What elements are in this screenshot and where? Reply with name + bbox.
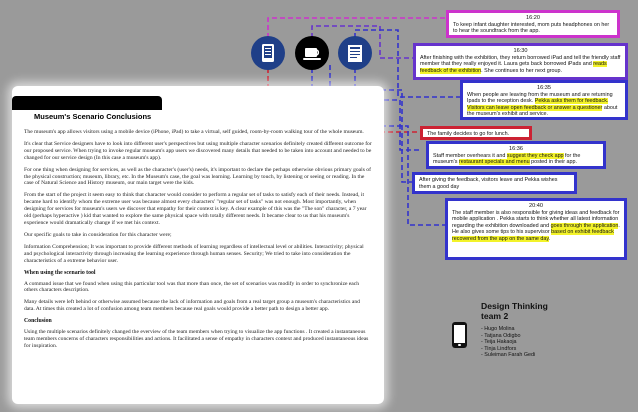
coffee-cup-icon	[295, 36, 329, 70]
highlight-text: reads feedback of the exhibition	[420, 61, 607, 74]
team-title-line: Design Thinking	[481, 301, 548, 311]
box-time: 16:20	[526, 15, 540, 21]
mobile-phone-icon	[452, 322, 467, 348]
box-text: . She continues to her next group.	[481, 67, 563, 74]
paragraph: Many details were left behind or otherwise assumed because the lack of information and goals from a real target group a museum's characteristics and data. At times this created a lot of confusion among team members because real goals would provide a better path to design a better app.	[24, 299, 360, 313]
paragraph: It's clear that Service designers have to look into different user's perspectives but using multiple character scenarios definitely created different outcome for our proposed service. When trying to invoke regular museum's app users we discovered many details that needed to be taken into account and needed to be changed for our service design (In this case a museum's app).	[24, 140, 372, 161]
team-member: - Tinja Lindfors	[481, 345, 517, 352]
section-heading: Conclusion	[24, 318, 52, 325]
box-time: 16:35	[537, 85, 551, 91]
box-text: To keep infant daughter interested, mom puts headphones on her to hear the soundtrack from the app.	[453, 21, 610, 34]
highlight-text: suggest they check app	[506, 152, 564, 159]
highlight-text: Pekka asks them for feedback. Visitors can leave open feedback or answer a questioner	[467, 98, 609, 111]
connector-1	[268, 18, 446, 38]
conclusions-document	[12, 86, 384, 404]
scenario-box-2040	[445, 198, 627, 260]
box-text: The family decides to go for lunch.	[427, 131, 510, 137]
team-member: - Teija Hakaoja	[481, 339, 517, 346]
highlight-text: based on exhibit feedback recovered from the app on the same day	[452, 229, 614, 242]
scenario-box-1630	[413, 43, 628, 80]
team-title-line: team 2	[481, 311, 509, 321]
scenario-box-1636	[426, 141, 606, 169]
box-time: 16:30	[513, 48, 528, 54]
box-text: about the museum's exhibit and service.	[467, 104, 618, 117]
box-text: When people are leaving from the museum and are returning Ipads to the reception desk.	[467, 91, 613, 104]
paragraph: The museum's app allows visitors using a mobile device (iPhone, iPad) to take a virtual, self guided, room-by-room walking tour of the whole museum.	[24, 129, 364, 135]
paragraph: Our specific goals to take in consideration for this character were;	[24, 231, 172, 238]
paragraph: From the start of the project it seem easy to think that character would consider to perform a regular set of tasks to satisfy each of their needs. Instead, it became hard to identify whom the extreme user was because almost every characters' "regular set of tasks" was not enough. Most importantly, when designing for services for museum's users we discover that empathy for their context is key. A clear example of this was the "The son" character, a 7 year old (perhaps hyperactive ) kid that wanted to explore the same physical space with totally different needs. It became clear to us that his museum's experience would dramatically change if we met his context.	[24, 192, 367, 226]
document-title: Museum's Scenario Conclusions	[34, 112, 152, 121]
highlight-text: goes through the application	[550, 222, 619, 229]
team-member: - Tatjana Odigbo	[481, 332, 521, 339]
box-text: posted in their app.	[529, 159, 577, 165]
scenario-box-1620	[446, 10, 620, 38]
team-member: - Hugo Molina	[481, 326, 515, 332]
box-text: After finishing with the exhibition, they return borrowed iPad and tell the friendly staff member that they really enjoyed it. Laura gets back borrowed iPads and	[420, 54, 621, 67]
box-text: The staff member is also responsible for giving ideas and feedback for mobile application . Pekka starts to think whether all latest information regarding the exhibition downloaded and	[452, 209, 620, 229]
box-text: .	[548, 235, 551, 242]
paragraph: For one thing when designing for services, as well as the character's (user's) needs, it's important to declare the perhaps otherwise obvious primary goals of the physical construction; museum, library, etc. In the Museum's case, the goal was learning. Learning by touch, by listening or seeing or reading. In the case of Natural Science and History museum, our main target were the kids.	[24, 166, 371, 187]
box-text: for the museum's	[433, 152, 581, 165]
paragraph: Information Comprehension; It was important to provide different methods of learning regardless of intellectual level or abilities. Interactivity; physical and psychological interactivity through increasing the learning experience through human senses. Security; We tried to take into consideration the characteristics of a extreme behavior user.	[24, 243, 364, 264]
paragraph: A command issue that we found when using this particular tool was that more than once, the set of scenarios was modify in order to synchronize each others characters description.	[24, 280, 360, 294]
box-text: After giving the feedback, visitors leave and Pekka wishes them a good day	[419, 177, 558, 190]
ipad-icon	[251, 36, 285, 70]
box-text: . He also gives some tips to his supervisor	[452, 222, 620, 235]
box-time: 20:40	[529, 203, 543, 209]
box-text: Staff member overhears it and	[433, 152, 507, 159]
paragraph: Using the multiple scenarios definitely changed the everview of the team members when trying to visualize the app functions . It created a instantaneous team members concerns of characters responsibilities and actions. It facilitated a sense of empathy in characters context and produced instantaneous ideas for inspiration.	[24, 329, 369, 349]
scenario-box-1635	[460, 80, 628, 120]
document-tab	[12, 96, 162, 110]
section-heading: When using the scenario tool	[24, 269, 96, 276]
highlight-text: restaurant specials and menu	[458, 159, 530, 165]
scenario-box-lunch	[420, 126, 532, 140]
team-title	[481, 301, 548, 321]
team-member-list	[481, 326, 535, 359]
scenario-box-goodbye	[412, 172, 577, 194]
box-time: 16:36	[509, 146, 523, 152]
team-member: - Suleiman Farah Gedi	[481, 352, 536, 359]
brochure-icon	[338, 36, 372, 70]
